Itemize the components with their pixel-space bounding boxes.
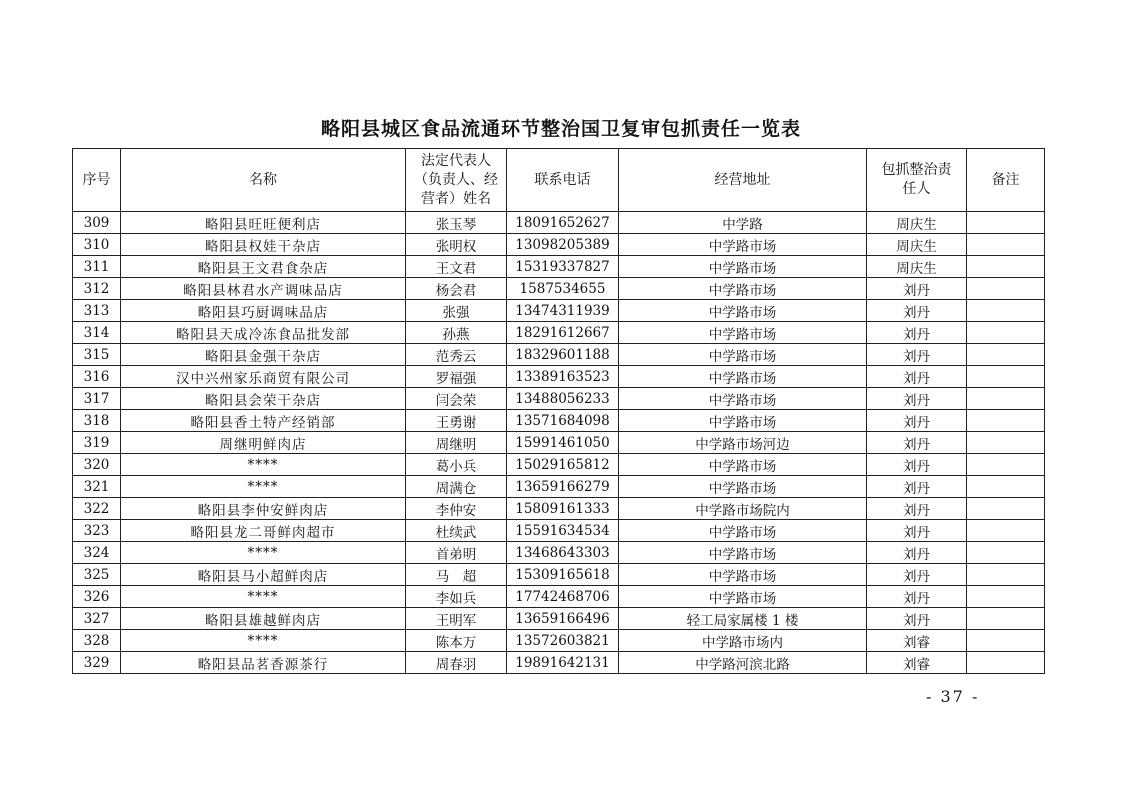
- cell-address: 中学路市场: [619, 586, 867, 608]
- cell-name: 略阳县会荣干杂店: [121, 388, 406, 410]
- header-rep-line3: 营者）姓名: [421, 190, 491, 207]
- cell-phone: 13571684098: [507, 410, 619, 432]
- cell-index: 311: [73, 256, 121, 278]
- cell-responsible: 刘丹: [867, 542, 967, 564]
- cell-index: 315: [73, 344, 121, 366]
- table-row: [73, 234, 1045, 256]
- page-title: 略阳县城区食品流通环节整治国卫复审包抓责任一览表: [320, 118, 801, 140]
- cell-name: 周继明鲜肉店: [121, 432, 406, 454]
- cell-address: 轻工局家属楼 1 楼: [619, 608, 867, 630]
- cell-phone: 13389163523: [507, 366, 619, 388]
- cell-remark: [967, 388, 1045, 410]
- cell-responsible: 周庆生: [867, 234, 967, 256]
- cell-phone: 15591634534: [507, 520, 619, 542]
- cell-name: ****: [121, 476, 406, 498]
- cell-address: 中学路市场: [619, 454, 867, 476]
- cell-index: 326: [73, 586, 121, 608]
- cell-remark: [967, 212, 1045, 234]
- cell-remark: [967, 234, 1045, 256]
- cell-index: 324: [73, 542, 121, 564]
- table-row: [73, 344, 1045, 366]
- cell-responsible: 刘丹: [867, 410, 967, 432]
- cell-phone: 17742468706: [507, 586, 619, 608]
- cell-remark: [967, 564, 1045, 586]
- table-row: [73, 432, 1045, 454]
- cell-index: 316: [73, 366, 121, 388]
- table-row: [73, 454, 1045, 476]
- cell-name: ****: [121, 542, 406, 564]
- cell-responsible: 刘丹: [867, 454, 967, 476]
- cell-remark: [967, 278, 1045, 300]
- cell-representative: 罗福强: [406, 366, 507, 388]
- cell-index: 317: [73, 388, 121, 410]
- cell-phone: 18091652627: [507, 212, 619, 234]
- cell-address: 中学路市场: [619, 344, 867, 366]
- cell-remark: [967, 652, 1045, 674]
- cell-name: 略阳县王文君食杂店: [121, 256, 406, 278]
- cell-remark: [967, 432, 1045, 454]
- header-responsible: [867, 149, 967, 212]
- cell-phone: 13474311939: [507, 300, 619, 322]
- cell-responsible: 刘丹: [867, 300, 967, 322]
- cell-phone: 15809161333: [507, 498, 619, 520]
- table-row: [73, 476, 1045, 498]
- cell-phone: 15991461050: [507, 432, 619, 454]
- cell-phone: 15309165618: [507, 564, 619, 586]
- cell-index: 323: [73, 520, 121, 542]
- cell-representative: 杜续武: [406, 520, 507, 542]
- cell-index: 319: [73, 432, 121, 454]
- header-rep-line2: （负责人、经: [414, 171, 498, 188]
- cell-phone: 13572603821: [507, 630, 619, 652]
- cell-address: 中学路市场: [619, 388, 867, 410]
- cell-representative: 孙燕: [406, 322, 507, 344]
- cell-remark: [967, 300, 1045, 322]
- header-resp-line2: 任人: [902, 181, 931, 197]
- cell-name: 略阳县雄越鲜肉店: [121, 608, 406, 630]
- header-address: 经营地址: [619, 149, 867, 212]
- cell-responsible: 刘丹: [867, 498, 967, 520]
- cell-representative: 张玉琴: [406, 212, 507, 234]
- table-row: [73, 542, 1045, 564]
- cell-representative: 王明军: [406, 608, 507, 630]
- cell-address: 中学路市场: [619, 476, 867, 498]
- cell-phone: 13468643303: [507, 542, 619, 564]
- table-row: [73, 630, 1045, 652]
- table-row: [73, 278, 1045, 300]
- cell-address: 中学路市场: [619, 234, 867, 256]
- table-row: [73, 366, 1045, 388]
- cell-responsible: 刘丹: [867, 366, 967, 388]
- header-representative: [406, 149, 507, 212]
- cell-representative: 王勇谢: [406, 410, 507, 432]
- cell-phone: 15319337827: [507, 256, 619, 278]
- cell-index: 325: [73, 564, 121, 586]
- page-number: - 37 -: [926, 687, 980, 706]
- table-row: [73, 410, 1045, 432]
- cell-index: 321: [73, 476, 121, 498]
- table-row: [73, 300, 1045, 322]
- cell-name: 汉中兴州家乐商贸有限公司: [121, 366, 406, 388]
- cell-address: 中学路市场: [619, 300, 867, 322]
- cell-remark: [967, 586, 1045, 608]
- cell-responsible: 刘丹: [867, 278, 967, 300]
- table-body: [73, 212, 1045, 674]
- table-row: [73, 586, 1045, 608]
- cell-responsible: 周庆生: [867, 256, 967, 278]
- cell-responsible: 刘丹: [867, 564, 967, 586]
- cell-address: 中学路市场院内: [619, 498, 867, 520]
- cell-representative: 张强: [406, 300, 507, 322]
- table-row: [73, 564, 1045, 586]
- cell-phone: 1587534655: [507, 278, 619, 300]
- cell-phone: 15029165812: [507, 454, 619, 476]
- cell-remark: [967, 498, 1045, 520]
- cell-responsible: 刘丹: [867, 586, 967, 608]
- cell-remark: [967, 542, 1045, 564]
- cell-name: 略阳县李仲安鲜肉店: [121, 498, 406, 520]
- header-resp-line1: 包抓整治责: [881, 162, 952, 178]
- cell-remark: [967, 256, 1045, 278]
- cell-name: 略阳县旺旺便利店: [121, 212, 406, 234]
- cell-representative: 陈本万: [406, 630, 507, 652]
- cell-representative: 王文君: [406, 256, 507, 278]
- cell-address: 中学路市场: [619, 366, 867, 388]
- cell-index: 322: [73, 498, 121, 520]
- cell-remark: [967, 476, 1045, 498]
- cell-responsible: 刘丹: [867, 520, 967, 542]
- cell-phone: 18329601188: [507, 344, 619, 366]
- cell-representative: 张明权: [406, 234, 507, 256]
- cell-address: 中学路市场: [619, 520, 867, 542]
- cell-address: 中学路市场: [619, 564, 867, 586]
- cell-phone: 13659166279: [507, 476, 619, 498]
- table-row: [73, 322, 1045, 344]
- table-header-row: [73, 149, 1045, 212]
- cell-address: 中学路: [619, 212, 867, 234]
- cell-index: 312: [73, 278, 121, 300]
- cell-address: 中学路市场: [619, 322, 867, 344]
- cell-phone: 13098205389: [507, 234, 619, 256]
- cell-responsible: 刘睿: [867, 630, 967, 652]
- cell-index: 309: [73, 212, 121, 234]
- cell-name: ****: [121, 586, 406, 608]
- cell-remark: [967, 410, 1045, 432]
- cell-index: 320: [73, 454, 121, 476]
- cell-remark: [967, 630, 1045, 652]
- cell-representative: 李如兵: [406, 586, 507, 608]
- cell-address: 中学路市场河边: [619, 432, 867, 454]
- cell-representative: 李仲安: [406, 498, 507, 520]
- cell-responsible: 刘丹: [867, 476, 967, 498]
- cell-name: 略阳县林君水产调味品店: [121, 278, 406, 300]
- cell-name: 略阳县马小超鲜肉店: [121, 564, 406, 586]
- header-index: 序号: [73, 149, 121, 212]
- cell-name: 略阳县品茗香源茶行: [121, 652, 406, 674]
- cell-remark: [967, 454, 1045, 476]
- cell-phone: 19891642131: [507, 652, 619, 674]
- cell-name: 略阳县金强干杂店: [121, 344, 406, 366]
- cell-remark: [967, 322, 1045, 344]
- cell-representative: 杨会君: [406, 278, 507, 300]
- cell-index: 313: [73, 300, 121, 322]
- cell-responsible: 刘丹: [867, 608, 967, 630]
- cell-name: 略阳县龙二哥鲜肉超市: [121, 520, 406, 542]
- cell-remark: [967, 366, 1045, 388]
- cell-index: 314: [73, 322, 121, 344]
- cell-index: 310: [73, 234, 121, 256]
- cell-remark: [967, 344, 1045, 366]
- cell-address: 中学路市场: [619, 278, 867, 300]
- cell-representative: 周继明: [406, 432, 507, 454]
- cell-responsible: 刘丹: [867, 322, 967, 344]
- cell-remark: [967, 608, 1045, 630]
- cell-phone: 13488056233: [507, 388, 619, 410]
- table-row: [73, 388, 1045, 410]
- cell-representative: 葛小兵: [406, 454, 507, 476]
- cell-address: 中学路市场: [619, 256, 867, 278]
- cell-name: 略阳县权娃干杂店: [121, 234, 406, 256]
- cell-responsible: 刘丹: [867, 344, 967, 366]
- cell-responsible: 周庆生: [867, 212, 967, 234]
- responsibility-table: [72, 148, 1045, 674]
- cell-name: 略阳县巧厨调味品店: [121, 300, 406, 322]
- cell-responsible: 刘丹: [867, 432, 967, 454]
- cell-remark: [967, 520, 1045, 542]
- table-row: [73, 212, 1045, 234]
- cell-representative: 周春羽: [406, 652, 507, 674]
- table-row: [73, 498, 1045, 520]
- cell-responsible: 刘丹: [867, 388, 967, 410]
- header-phone: 联系电话: [507, 149, 619, 212]
- cell-name: 略阳县香土特产经销部: [121, 410, 406, 432]
- header-name: 名称: [121, 149, 406, 212]
- cell-address: 中学路市场: [619, 410, 867, 432]
- header-rep-line1: 法定代表人: [421, 152, 491, 169]
- cell-name: 略阳县天成冷冻食品批发部: [121, 322, 406, 344]
- header-remark: 备注: [967, 149, 1045, 212]
- table-row: [73, 652, 1045, 674]
- cell-name: ****: [121, 454, 406, 476]
- cell-representative: 首弟明: [406, 542, 507, 564]
- cell-phone: 13659166496: [507, 608, 619, 630]
- cell-representative: 闫会荣: [406, 388, 507, 410]
- cell-representative: 马 超: [406, 564, 507, 586]
- table-row: [73, 520, 1045, 542]
- cell-representative: 周满仓: [406, 476, 507, 498]
- cell-name: ****: [121, 630, 406, 652]
- cell-address: 中学路市场内: [619, 630, 867, 652]
- table-row: [73, 608, 1045, 630]
- cell-index: 329: [73, 652, 121, 674]
- cell-index: 328: [73, 630, 121, 652]
- cell-phone: 18291612667: [507, 322, 619, 344]
- cell-index: 327: [73, 608, 121, 630]
- cell-address: 中学路市场: [619, 542, 867, 564]
- cell-responsible: 刘睿: [867, 652, 967, 674]
- cell-representative: 范秀云: [406, 344, 507, 366]
- table-row: [73, 256, 1045, 278]
- cell-index: 318: [73, 410, 121, 432]
- cell-address: 中学路河滨北路: [619, 652, 867, 674]
